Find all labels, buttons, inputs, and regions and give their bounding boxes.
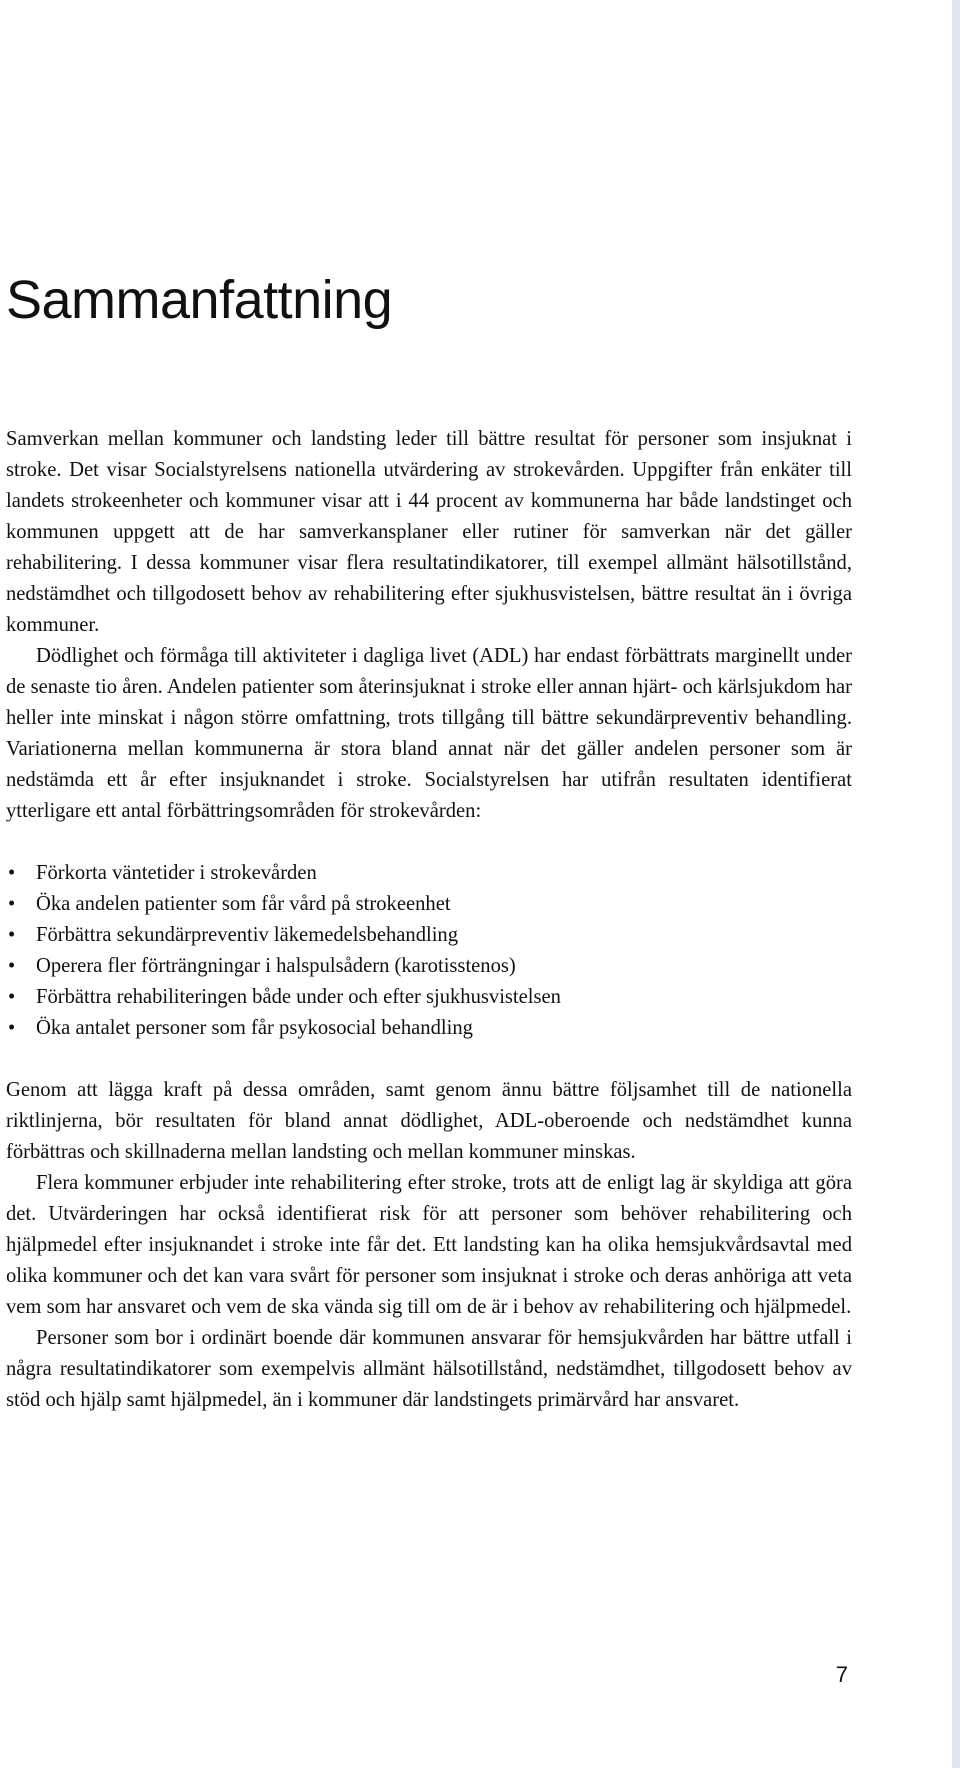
bullet-icon: •	[8, 955, 16, 977]
paragraph: Samverkan mellan kommuner och landsting leder till bättre resultat för personer som insjuknat i stroke. Det visar Socialstyrelsens nationella utvärdering av strokevården. Uppgifter från enkäter till landets strokeenheter och kommuner visar att i 44 procent av kommunerna har både landstinget och kommunen uppgett att de har samverkansplaner eller rutiner för samverkan när det gäller rehabilitering. I dessa kommuner visar flera resultatindikatorer, till exempel allmänt hälsotillstånd, nedstämdhet och tillgodosett behov av rehabilitering efter sjukhusvistelsen, bättre resultat än i övriga kommuner.	[6, 428, 852, 636]
document-page	[6, 0, 852, 1768]
list-item-text: Förbättra sekundärpreventiv läkemedelsbehandling	[36, 924, 459, 946]
list-item	[6, 920, 852, 951]
bullet-icon: •	[8, 893, 16, 915]
bullet-icon: •	[8, 1017, 16, 1039]
list-item-text: Förkorta väntetider i strokevården	[36, 862, 317, 884]
list-item	[6, 858, 852, 889]
page-number: 7	[835, 1662, 848, 1687]
list-item-text: Öka antalet personer som får psykosocial behandling	[36, 1017, 473, 1039]
paragraph: Dödlighet och förmåga till aktiviteter i dagliga livet (ADL) har endast förbättrats marginellt under de senaste tio åren. Andelen patienter som återinsjuknat i stroke eller annan hjärt- och kärlsjukdom har heller inte minskat i någon större omfattning, trots tillgång till bättre sekundärpreventiv behandling. Variationerna mellan kommunerna är stora bland annat när det gäller andelen personer som är nedstämda ett år efter insjuknandet i stroke. Socialstyrelsen har utifrån resultaten identifierat ytterligare ett antal förbättringsområden för strokevården:	[6, 645, 852, 822]
paragraph: Personer som bor i ordinärt boende där kommunen ansvarar för hemsjukvården har bättre utfall i några resultatindikatorer som exempelvis allmänt hälsotillstånd, nedstämdhet, tillgodosett behov av stöd och hjälp samt hjälpmedel, än i kommuner där landstingets primärvård har ansvaret.	[6, 1327, 852, 1411]
bullet-icon: •	[8, 862, 16, 884]
bullet-icon: •	[8, 986, 16, 1008]
list-item-text: Operera fler förträngningar i halspulsådern (karotisstenos)	[36, 955, 516, 977]
list-item-text: Förbättra rehabiliteringen både under och efter sjukhusvistelsen	[36, 986, 561, 1008]
paragraph: Genom att lägga kraft på dessa områden, samt genom ännu bättre följsamhet till de nationella riktlinjerna, bör resultaten för bland annat dödlighet, ADL-oberoende och nedstämdhet kunna förbättras och skillnaderna mellan landsting och mellan kommuner minskas.	[6, 1079, 852, 1163]
list-item-text: Öka andelen patienter som får vård på strokeenhet	[36, 893, 451, 915]
paragraph: Flera kommuner erbjuder inte rehabilitering efter stroke, trots att de enligt lag är skyldiga att göra det. Utvärderingen har också identifierat risk för att personer som behöver rehabilitering och hjälpmedel efter insjuknandet i stroke inte får det. Ett landsting kan ha olika hemsjukvårdsavtal med olika kommuner och det kan vara svårt för personer som insjuknat i stroke och deras anhöriga att veta vem som har ansvaret och vem de ska vända sig till om de är i behov av rehabilitering och hjälpmedel.	[6, 1172, 852, 1318]
list-item	[6, 889, 852, 920]
list-item	[6, 951, 852, 982]
body-text	[6, 424, 852, 1416]
list-item	[6, 982, 852, 1013]
page-title: Sammanfattning	[6, 270, 393, 330]
bullet-icon: •	[8, 924, 16, 946]
page-edge-rule	[952, 0, 960, 1768]
improvement-list	[6, 858, 852, 1044]
list-item	[6, 1013, 852, 1044]
